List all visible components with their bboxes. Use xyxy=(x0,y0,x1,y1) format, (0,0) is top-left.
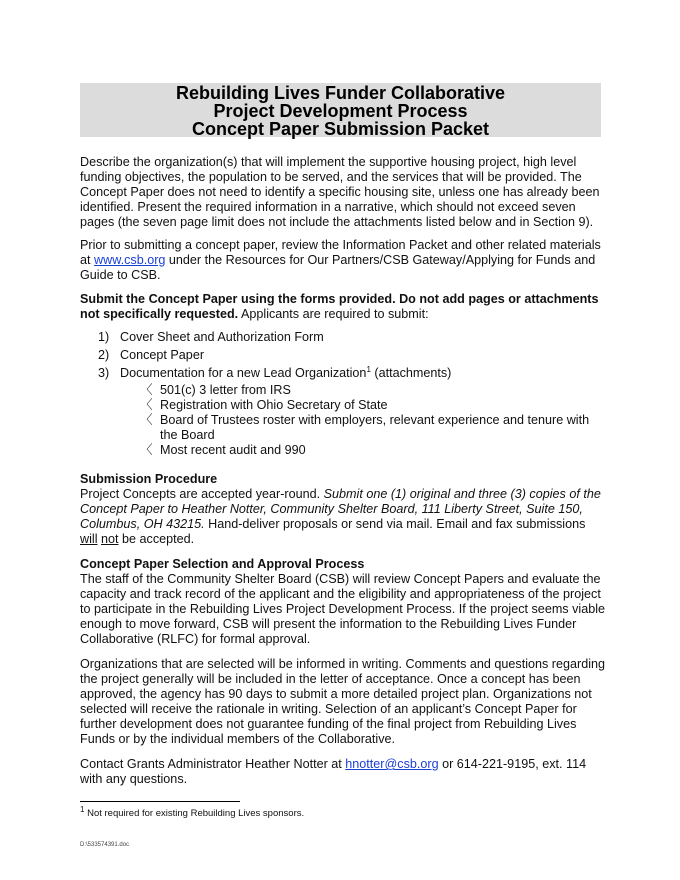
submission-text-middle: Hand-deliver proposals or send via mail. Email and fax submissions xyxy=(204,517,586,531)
requirement-item xyxy=(80,330,605,345)
emphasis-will: will xyxy=(80,532,98,546)
submission-heading: Submission Procedure xyxy=(80,472,218,486)
attachment-text: Board of Trustees roster with employers, relevant experience and tenure with the Board xyxy=(160,413,590,442)
footnote-mark: 1 xyxy=(80,804,85,814)
attachment-text: 501(c) 3 letter from IRS xyxy=(160,383,291,397)
requirement-number: 2) xyxy=(98,348,110,362)
bullet-icon: 〈 xyxy=(140,398,153,412)
requirements-list xyxy=(80,330,605,458)
csb-website-link[interactable]: www.csb.org xyxy=(94,253,166,267)
prior-text-before: Prior to submitting a concept paper, review the Information Packet and other related materials at xyxy=(80,238,601,267)
prior-text-after: under the Resources for Our Partners/CSB Gateway/Applying for Funds and Guide to CSB. xyxy=(80,253,596,282)
attachment-text: Registration with Ohio Secretary of State xyxy=(160,398,388,412)
requirement-text: Documentation for a new Lead Organization xyxy=(120,366,367,380)
submission-text-before: Project Concepts are accepted year-round. xyxy=(80,487,324,501)
selection-heading: Concept Paper Selection and Approval Process xyxy=(80,557,365,571)
contact-text-before: Contact Grants Administrator Heather Notter at xyxy=(80,757,346,771)
submit-instruction-bold: Submit the Concept Paper using the forms provided. Do not add pages or attachments not specifically requested. xyxy=(80,292,599,321)
submit-paragraph xyxy=(80,292,605,322)
submission-text-end: be accepted. xyxy=(118,532,195,546)
title-line-2: Project Development Process xyxy=(213,101,468,121)
emphasis-not: not xyxy=(101,532,119,546)
submission-paragraph xyxy=(80,487,605,547)
title-block xyxy=(80,83,601,137)
attachment-text: Most recent audit and 990 xyxy=(160,443,306,457)
contact-email-link[interactable]: hnotter@csb.org xyxy=(345,757,439,771)
intro-paragraph: Describe the organization(s) that will implement the supportive housing project, high level funding objectives, the population to be served, and the services that will be provided. The Concept Paper does not need to identify a specific housing site, unless one has already been identified. Present the required information in a narrative, which should not exceed seven pages (the seven page limit does not include the attachments listed below and in Section 9). xyxy=(80,155,600,229)
requirement-item xyxy=(80,366,605,458)
footnote xyxy=(80,804,305,819)
contact-paragraph xyxy=(80,757,605,787)
title-line-3: Concept Paper Submission Packet xyxy=(191,119,490,139)
submission-address: Submit one (1) original and three (3) copies of the Concept Paper to Heather Notter, Community Shelter Board, 111 Liberty Street, Suite 150, Columbus, OH 43215. xyxy=(80,487,601,531)
bullet-icon: 〈 xyxy=(140,383,153,397)
title-line-1: Rebuilding Lives Funder Collaborative xyxy=(175,83,506,103)
requirement-text: Cover Sheet and Authorization Form xyxy=(120,330,324,344)
requirements-list-container xyxy=(80,330,605,461)
bullet-icon: 〈 xyxy=(140,443,153,457)
footnote-divider xyxy=(80,801,240,802)
selection-paragraph: The staff of the Community Shelter Board (CSB) will review Concept Papers and evaluate the capacity and track record of the applicant and the eligibility and appropriateness of the project to participate in the Rebuilding Lives Project Development Process. If the project seems viable enough to move forward, CSB will present the information to the Rebuilding Lives Funder Collaborative (RLFC) for formal approval. xyxy=(80,572,606,646)
footnote-text: Not required for existing Rebuilding Lives sponsors. xyxy=(84,808,305,819)
attachment-item xyxy=(120,443,605,458)
attachment-item xyxy=(120,413,605,443)
requirement-text: Concept Paper xyxy=(120,348,205,362)
requirement-text-after: (attachments) xyxy=(370,366,452,380)
submit-instruction-normal: Applicants are required to submit: xyxy=(238,307,429,321)
requirement-number: 3) xyxy=(98,366,110,380)
submission-section xyxy=(80,472,605,547)
requirement-number: 1) xyxy=(98,330,110,344)
contact-text-after: or 614-221-9195, ext. 114 with any questions. xyxy=(80,757,587,786)
footnote-reference: 1 xyxy=(366,364,371,374)
organizations-paragraph: Organizations that are selected will be informed in writing. Comments and questions regarding the project generally will be included in the letter of acceptance. Once a concept has been approved, the agency has 90 days to submit a more detailed project plan. Organizations not selected will receive the rationale in writing. Selection of an applicant’s Concept Paper for further development does not guarantee funding of the final project from Rebuilding Lives Funds or by the individual members of the Collaborative. xyxy=(80,657,606,746)
attachment-item xyxy=(120,383,605,398)
prior-paragraph xyxy=(80,238,605,283)
attachments-list xyxy=(120,383,605,458)
requirement-item xyxy=(80,348,605,363)
attachment-item xyxy=(120,398,605,413)
document-id: D:\533574391.doc xyxy=(80,842,130,848)
bullet-icon: 〈 xyxy=(140,413,153,427)
selection-section xyxy=(80,557,605,647)
